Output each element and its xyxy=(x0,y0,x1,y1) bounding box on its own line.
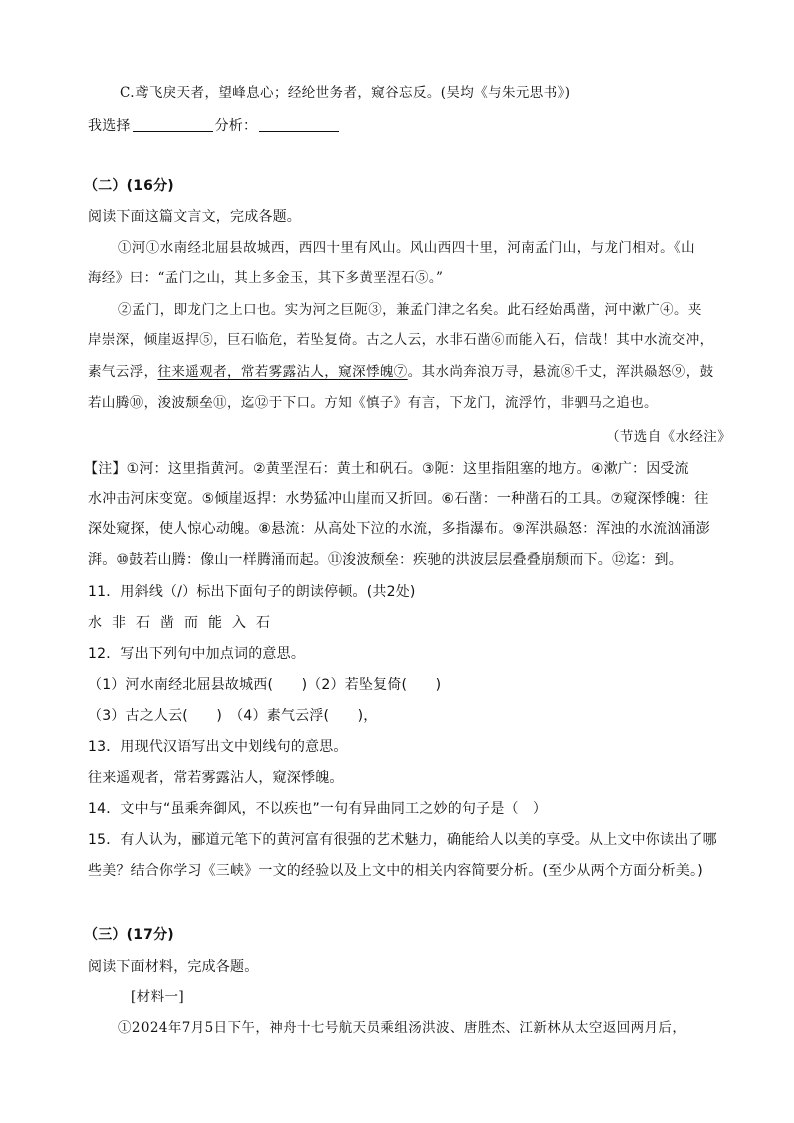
analysis-blank[interactable] xyxy=(259,117,339,132)
para2-line3-end: 。其水尚奔浪万寻，悬流⑧千丈，浑洪赑怒⑨，鼓 xyxy=(407,364,714,380)
para2-line3-start: 素气云浮， xyxy=(88,364,158,380)
material-label: [材料一] xyxy=(131,989,185,1005)
notes-line3: 深处窥探，使人惊心动魄。⑧悬流：从高处下泣的水流，多指瀑布。⑨浑洪赑怒：浑浊的水流汹涌澎 xyxy=(88,521,710,537)
passage-para1-line1: ①河①水南经北屈县故城西，西四十里有风山。风山西四十里，河南孟门山，与龙门相对。《山 xyxy=(118,240,696,256)
passage-para2-line1: ②孟门，即龙门之上口也。实为河之巨阨③，兼孟门津之名矣。此石经始禹凿，河中漱广④。夹 xyxy=(118,302,702,318)
section3-instruction: 阅读下面材料，完成各题。 xyxy=(88,959,259,975)
question-11: 11．用斜线（/）标出下面句子的朗读停顿。(共2处) xyxy=(88,584,416,600)
analysis-prompt: 分析： xyxy=(214,118,258,134)
section2-heading: （二）(16分) xyxy=(84,178,174,194)
material-line1: ①2024年7月5日下午，神舟十七号航天员乘组汤洪波、唐胜杰、江新林从太空返回两月后， xyxy=(118,1020,687,1036)
notes-line2: 水冲击河床变宽。⑤倾崖返捍：水势猛冲山崖而又折回。⑥石凿：一种凿石的工具。⑦窥深悸魄：往 xyxy=(88,491,709,507)
passage-para2-line3 xyxy=(88,362,714,382)
choice-line xyxy=(88,116,341,136)
notes-line1: 【注】①河：这里指黄河。②黄垩涅石：黄土和矾石。③阨：这里指阻塞的地方。④漱广：因受流 xyxy=(84,461,689,477)
choice-blank[interactable] xyxy=(133,117,213,132)
question-14: 14．文中与“虽乘奔御风，不以疾也”一句有异曲同工之妙的句子是（ ） xyxy=(88,801,548,817)
section2-instruction: 阅读下面这篇文言文，完成各题。 xyxy=(88,209,301,225)
question-12: 12．写出下列句中加点词的意思。 xyxy=(88,646,306,662)
passage-para2-line2: 岸崇深，倾崖返捍⑤，巨石临危，若坠复倚。古之人云，水非石凿⑥而能入石，信哉！其中水流交冲， xyxy=(88,332,714,348)
question-13-sentence: 往来遥观者，常若雾露沾人，窥深悸魄。 xyxy=(88,770,344,786)
notes-line4: 湃。⑩鼓若山腾：像山一样腾涌而起。⑪浚波颓垒：疾驰的洪波层层叠叠崩颓而下。⑫迄：到。 xyxy=(88,552,683,568)
choice-prompt: 我选择 xyxy=(88,118,131,134)
section3-heading: （三）(17分) xyxy=(84,927,174,943)
underlined-sentence: 往来遥观者，常若雾露沾人，窥深悸魄⑦ xyxy=(157,364,408,380)
passage-source: （节选自《水经注》 xyxy=(606,429,732,445)
question-15-line1: 15．有人认为，郦道元笔下的黄河富有很强的艺术魅力，确能给人以美的享受。从上文中你读出了哪 xyxy=(88,832,717,848)
passage-para2-line4: 若山腾⑩，浚波颓垒⑪，迄⑫于下口。方知《慎子》有言，下龙门，流浮竹，非驷马之追也。 xyxy=(88,395,658,411)
question-15-line2: 些美？结合你学习《三峡》一文的经验以及上文中的相关内容简要分析。(至少从两个方面分析美。) xyxy=(88,863,703,879)
question-13: 13．用现代汉语写出文中划线句的意思。 xyxy=(88,739,348,755)
option-c: C.鸢飞戾天者，望峰息心；经纶世务者，窥谷忘反。(吴均《与朱元思书》) xyxy=(120,85,571,101)
question-11-sentence: 水非石凿而能入石 xyxy=(88,615,280,631)
passage-para1-line2: 海经》曰：“孟门之山，其上多金玉，其下多黄垩涅石⑤。” xyxy=(88,270,444,286)
question-12-line2: （3）古之人云( ) （4）素气云浮( )， xyxy=(88,708,378,724)
question-12-line1: （1）河水南经北屈县故城西( )（2）若坠复倚( ) xyxy=(88,677,442,693)
